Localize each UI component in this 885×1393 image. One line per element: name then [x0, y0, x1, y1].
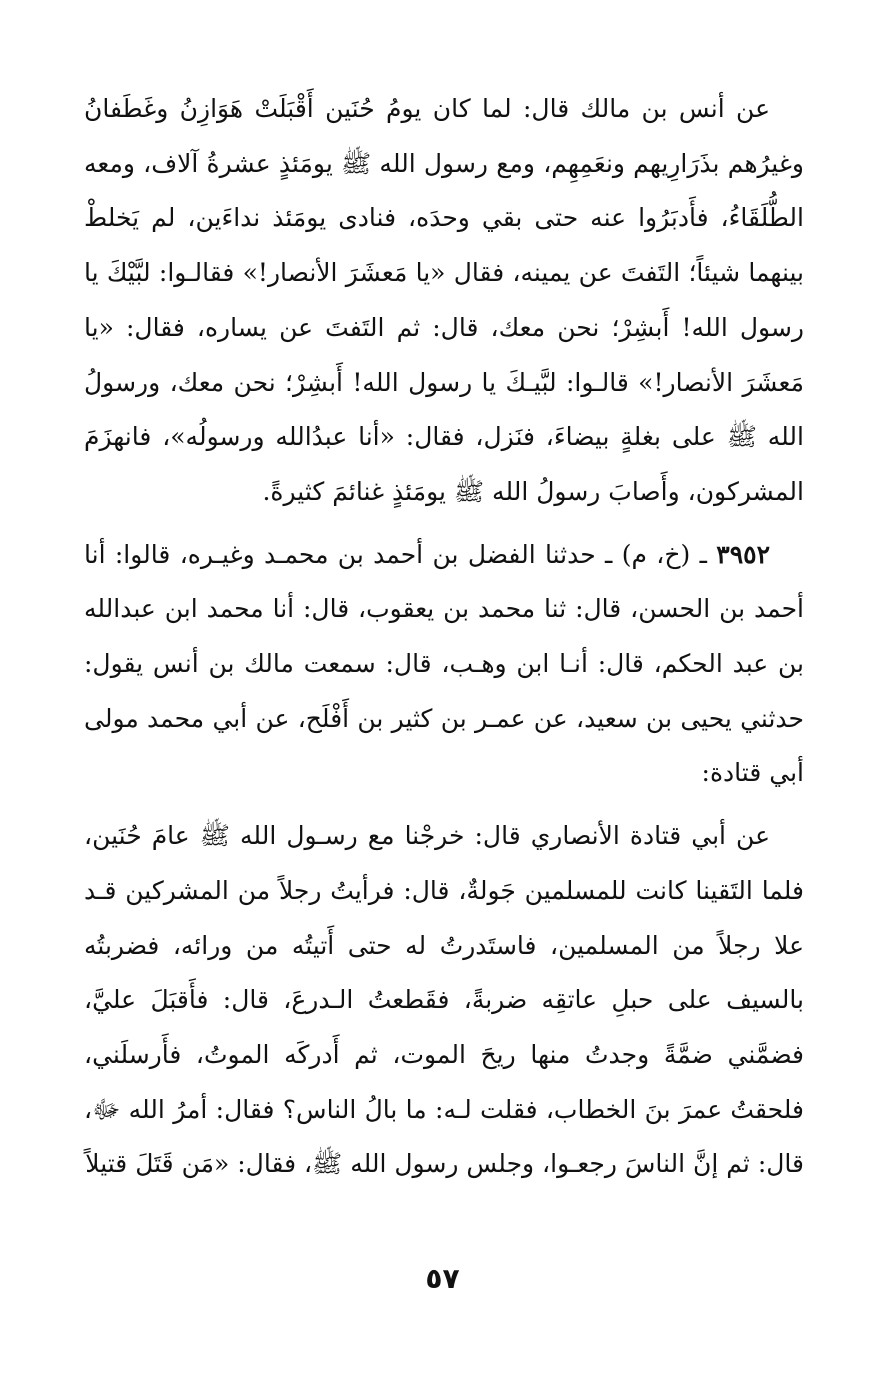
paragraph-anas-hadith [84, 82, 804, 520]
text-line: بالسيف على حبلِ عاتقِه ضربةً، فقَطعتُ الـدرعَ، قال: فأَقبَلَ عليَّ، [84, 985, 804, 1015]
text-line: أنس يقول: حدثني يحيى بن سعيد، عن عمـر بن كثير بن أَفْلَح، عن أبي [84, 649, 804, 733]
text-line: ـ (خ، م) ـ حدثنا الفضل بن أحمد بن محمـد وغيـره، [179, 539, 707, 569]
text-line: محمد مولى أبي قتادة: [84, 703, 804, 788]
text-line: بينهما شيئاً؛ التَفتَ عن يمينه، فقال «يا مَعشَرَ الأنصار!» فقالـوا: لبَّيْكَ [106, 258, 804, 288]
text-line: الطُّلَقَاءُ، فأَدبَرُوا عنه حتى بقي وحدَه، فنادى يومَئذ نداءَين، لم يَخلطْ [84, 203, 804, 233]
text-line: فضمَّني ضمَّةً وجدتُ منها ريحَ الموت، ثم أَدركَه الموتُ، فأَرسلَني، [84, 1039, 804, 1069]
text-line: «يا مَعشَرَ الأنصار!» قالـوا: لبَّيـكَ يا رسول الله! أَبشِرْ؛ نحن معك، [84, 312, 804, 397]
text-line: فانهزَمَ المشركون، وأَصابَ رسولُ الله ﷺ يومَئذٍ غنائمَ كثيرةً. [84, 422, 804, 506]
paragraph-isnad-3952 [84, 528, 804, 802]
text-line: ورسولُ الله ﷺ على بغلةٍ بيضاءَ، فنَزل، فقال: «أنا عبدُالله ورسولُه»، [84, 367, 804, 452]
text-line: فلما التَقينا كانت للمسلمين جَولةٌ، قال: فرأيتُ رجلاً من المشركين قـد [84, 875, 804, 905]
text-line: عن أنس بن مالك قال: لما كان يومُ حُنَين أَقْبَلَتْ هَوَازِنُ وغَطَفانُ [84, 94, 770, 123]
paragraph-abu-qatada-hadith [84, 809, 804, 1192]
text-line: علا رجلاً من المسلمين، فاستَدرتُ له حتى أَتيتُه من ورائه، فضربتُه [84, 930, 804, 960]
text-line: عن أبي قتادة الأنصاري قال: خرجْنا مع رسـول الله ﷺ عامَ حُنَين، [84, 821, 770, 851]
text-line: فلحقتُ عمرَ بنَ الخطاب، فقلت لـه: ما بالُ الناس؟ فقال: أمرُ الله ﷻ، [84, 1094, 804, 1124]
page-body [84, 82, 804, 1192]
text-line: قالوا: أنا أحمد بن الحسن، قال: ثنا محمد بن يعقوب، قال: أنا محمد [84, 539, 804, 624]
text-line: قال: ثم إنَّ الناسَ رجعـوا، وجلس رسول الله ﷺ، فقال: «مَن قَتَلَ قتيلاً [85, 1149, 804, 1179]
page-number: ٥٧ [425, 1262, 460, 1295]
text-line: يا رسول الله! أَبشِرْ؛ نحن معك، قال: ثم التَفتَ عن يساره، فقال: [84, 258, 804, 342]
hadith-number: ٣٩٥٢ [716, 539, 771, 569]
text-line: وغيرُهم بذَرَارِيهم ونعَمِهِم، ومع رسول الله ﷺ يومَئذٍ عشرةُ آلاف، ومعه [84, 148, 804, 178]
text-line: ابن عبدالله بن عبد الحكم، قال: أنـا ابن وهـب، قال: سمعت مالك بن [84, 594, 804, 679]
